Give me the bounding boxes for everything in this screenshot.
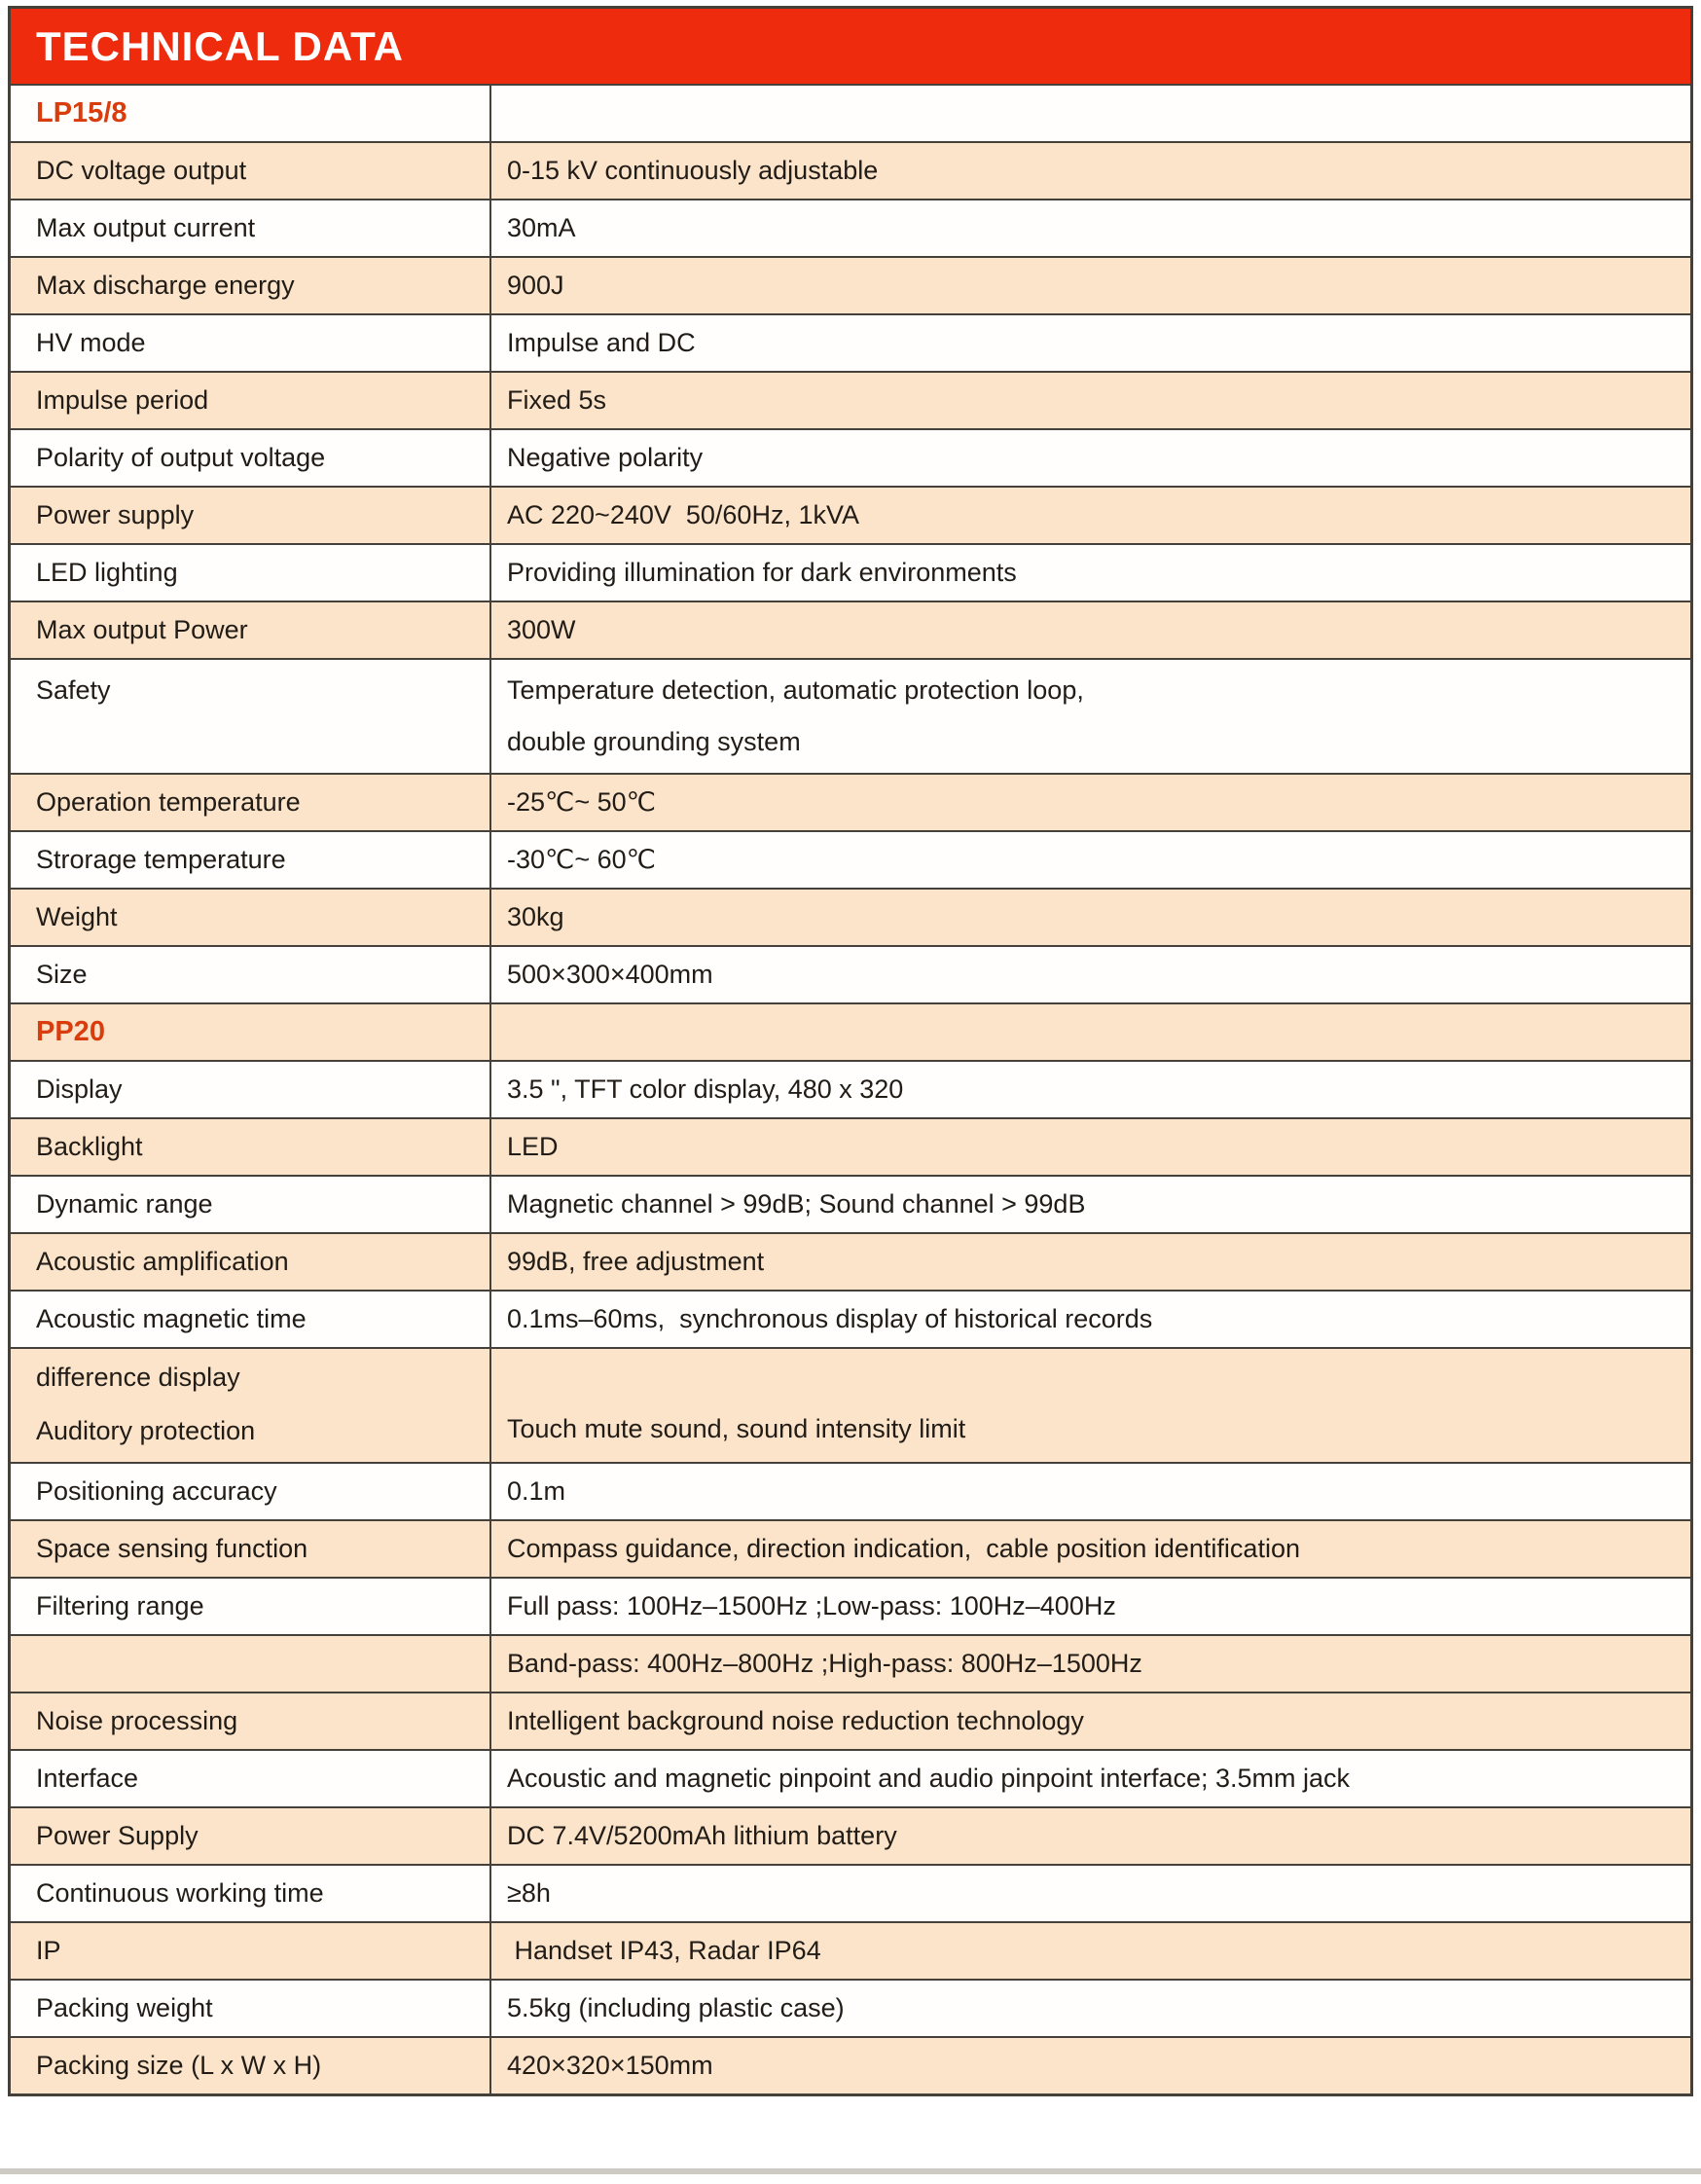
spec-label: Display: [36, 1074, 123, 1104]
spec-label: Strorage temperature: [36, 844, 286, 874]
table-row: [11, 945, 1690, 1002]
spec-value: Compass guidance, direction indication, cable position identification: [507, 1533, 1300, 1563]
table-row: [11, 1806, 1690, 1864]
spec-label: Continuous working time: [36, 1877, 324, 1908]
spec-label-cell: [11, 1521, 491, 1577]
spec-label: Noise processing: [36, 1705, 238, 1735]
table-row: [11, 1634, 1690, 1692]
spec-label: Interface: [36, 1763, 139, 1793]
spec-label: Safety: [36, 675, 111, 705]
spec-value-cell: [491, 832, 1690, 888]
table-row: [11, 1519, 1690, 1577]
spec-label: Polarity of output voltage: [36, 442, 326, 472]
spec-value: Handset IP43, Radar IP64: [507, 1935, 821, 1965]
spec-label-cell: [11, 200, 491, 256]
table-row: [11, 486, 1690, 543]
spec-label-cell: [11, 1579, 491, 1634]
spec-value-cell: [491, 890, 1690, 945]
spec-value-cell: [491, 1866, 1690, 1921]
spec-value: -25℃~ 50℃: [507, 786, 656, 817]
table-row: [11, 1692, 1690, 1749]
spec-label-cell: [11, 488, 491, 543]
spec-value-cell: [491, 1636, 1690, 1692]
spec-label-cell: [11, 258, 491, 313]
spec-value-cell: [491, 775, 1690, 830]
spec-label-cell: [11, 373, 491, 428]
spec-label: Max output current: [36, 212, 256, 242]
table-row: [11, 199, 1690, 256]
spec-value-cell: [491, 1521, 1690, 1577]
spec-value: Providing illumination for dark environments: [507, 557, 1017, 587]
spec-value: ≥8h: [507, 1877, 551, 1908]
spec-label-cell: [11, 1693, 491, 1749]
spec-value-cell: [491, 1751, 1690, 1806]
spec-value: 300W: [507, 614, 576, 644]
spec-value: AC 220~240V 50/60Hz, 1kVA: [507, 499, 859, 529]
spec-label-cell: [11, 1866, 491, 1921]
spec-label-cell: [11, 1177, 491, 1232]
spec-label: Impulse period: [36, 384, 209, 415]
spec-value: -30℃~ 60℃: [507, 844, 656, 874]
spec-value-cell: [491, 86, 1690, 141]
spec-value-cell: [491, 1234, 1690, 1290]
spec-label-cell: [11, 1751, 491, 1806]
spec-value: Touch mute sound, sound intensity limit: [507, 1413, 966, 1443]
spec-value: Acoustic and magnetic pinpoint and audio pinpoint interface; 3.5mm jack: [507, 1763, 1351, 1793]
section-title: PP20: [36, 1015, 105, 1047]
spec-value-cell: [491, 1579, 1690, 1634]
spec-value-cell: [491, 1808, 1690, 1864]
spec-value-cell: [491, 602, 1690, 658]
spec-value: DC 7.4V/5200mAh lithium battery: [507, 1820, 897, 1850]
spec-label: LED lighting: [36, 557, 178, 587]
table-row: [11, 428, 1690, 486]
spec-value-cell: [491, 258, 1690, 313]
spec-value-cell: [491, 545, 1690, 601]
spec-label: Power Supply: [36, 1820, 199, 1850]
page-title: TECHNICAL DATA: [36, 22, 404, 69]
spec-label: Positioning accuracy: [36, 1475, 277, 1506]
section-title: LP15/8: [36, 96, 127, 128]
spec-value: 30kg: [507, 901, 564, 931]
table-row: [11, 2036, 1690, 2093]
spec-value-cell: [491, 1177, 1690, 1232]
spec-value: 3.5 ", TFT color display, 480 x 320: [507, 1074, 904, 1104]
spec-label-cell: [11, 143, 491, 199]
table-row: [11, 1462, 1690, 1519]
spec-label-cell: [11, 1062, 491, 1117]
table-row: [11, 1060, 1690, 1117]
spec-label-cell: [11, 775, 491, 830]
section-row: [11, 1002, 1690, 1060]
spec-label: Auditory protection: [36, 1416, 256, 1446]
spec-label: Operation temperature: [36, 786, 301, 817]
spec-label: Max discharge energy: [36, 270, 295, 300]
spec-label-cell: [11, 1292, 491, 1347]
spec-label-cell: [11, 1004, 491, 1060]
spec-value-cell: [491, 1693, 1690, 1749]
spec-value-cell: [491, 315, 1690, 371]
table-row: [11, 830, 1690, 888]
table-row: [11, 1347, 1690, 1462]
spec-label: Filtering range: [36, 1590, 204, 1620]
spec-value-cell: [491, 1981, 1690, 2036]
table-row: [11, 1117, 1690, 1175]
spec-label-cell: [11, 947, 491, 1002]
technical-data-table: [8, 6, 1693, 2096]
spec-label-cell: [11, 1923, 491, 1979]
spec-label-cell: [11, 1119, 491, 1175]
spec-value: 30mA: [507, 212, 576, 242]
table-row: [11, 601, 1690, 658]
spec-value-cell: [491, 1923, 1690, 1979]
spec-label-cell: [11, 1464, 491, 1519]
spec-label-cell: [11, 545, 491, 601]
section-row: [11, 84, 1690, 141]
spec-label-cell: [11, 1981, 491, 2036]
spec-value: Band-pass: 400Hz–800Hz ;High-pass: 800Hz–1500Hz: [507, 1648, 1142, 1678]
spec-value: Magnetic channel > 99dB; Sound channel > 99dB: [507, 1188, 1086, 1219]
spec-label-cell: [11, 602, 491, 658]
spec-label-cell: [11, 660, 491, 773]
spec-value: 0.1ms–60ms, synchronous display of historical records: [507, 1303, 1153, 1333]
spec-label: Dynamic range: [36, 1188, 213, 1219]
table-body: [11, 84, 1690, 2093]
spec-value: Full pass: 100Hz–1500Hz ;Low-pass: 100Hz–400Hz: [507, 1590, 1116, 1620]
spec-value: Negative polarity: [507, 442, 704, 472]
spec-label-cell: [11, 1636, 491, 1692]
spec-label: IP: [36, 1935, 61, 1965]
table-row: [11, 1921, 1690, 1979]
spec-value-cell: [491, 660, 1690, 773]
spec-value-cell: [491, 1119, 1690, 1175]
spec-value-cell: [491, 1464, 1690, 1519]
spec-value: 420×320×150mm: [507, 2050, 713, 2080]
spec-label: Power supply: [36, 499, 195, 529]
spec-value-cell: [491, 1349, 1690, 1462]
spec-value-cell: [491, 488, 1690, 543]
spec-value: 5.5kg (including plastic case): [507, 1992, 845, 2022]
table-row: [11, 1749, 1690, 1806]
spec-label: HV mode: [36, 327, 146, 357]
spec-label: Max output Power: [36, 614, 248, 644]
spec-value: LED: [507, 1131, 559, 1161]
spec-value: double grounding system: [507, 727, 801, 757]
table-row: [11, 141, 1690, 199]
spec-value-cell: [491, 143, 1690, 199]
spec-label-cell: [11, 430, 491, 486]
spec-label: Weight: [36, 901, 118, 931]
spec-value: 900J: [507, 270, 564, 300]
table-row: [11, 1175, 1690, 1232]
table-row: [11, 543, 1690, 601]
table-row: [11, 658, 1690, 773]
spec-label-cell: [11, 2038, 491, 2093]
spec-label: Size: [36, 959, 88, 989]
table-header: [11, 9, 1690, 84]
table-row: [11, 773, 1690, 830]
table-row: [11, 1577, 1690, 1634]
footer-divider: [0, 2168, 1701, 2174]
table-row: [11, 313, 1690, 371]
spec-value-cell: [491, 373, 1690, 428]
spec-label: Packing size (L x W x H): [36, 2050, 322, 2080]
spec-label-cell: [11, 832, 491, 888]
spec-value: Temperature detection, automatic protection loop,: [507, 675, 1084, 705]
spec-value-cell: [491, 947, 1690, 1002]
spec-value: 500×300×400mm: [507, 959, 713, 989]
spec-value-cell: [491, 200, 1690, 256]
spec-label-cell: [11, 1808, 491, 1864]
spec-label: Acoustic magnetic time: [36, 1303, 307, 1333]
spec-label-cell: [11, 1234, 491, 1290]
table-row: [11, 1232, 1690, 1290]
spec-label: Space sensing function: [36, 1533, 308, 1563]
table-row: [11, 371, 1690, 428]
spec-value-cell: [491, 2038, 1690, 2093]
spec-value-cell: [491, 1292, 1690, 1347]
spec-label-cell: [11, 890, 491, 945]
spec-label-cell: [11, 1349, 491, 1462]
table-row: [11, 1864, 1690, 1921]
spec-label: Acoustic amplification: [36, 1246, 289, 1276]
spec-value: Intelligent background noise reduction technology: [507, 1705, 1084, 1735]
spec-value-cell: [491, 1062, 1690, 1117]
spec-label-cell: [11, 315, 491, 371]
spec-value: 99dB, free adjustment: [507, 1246, 765, 1276]
spec-label: difference display: [36, 1363, 240, 1392]
spec-label: DC voltage output: [36, 155, 247, 185]
table-row: [11, 256, 1690, 313]
spec-value: 0.1m: [507, 1475, 566, 1506]
table-row: [11, 1979, 1690, 2036]
spec-label: Packing weight: [36, 1992, 213, 2022]
spec-value: Fixed 5s: [507, 384, 607, 415]
table-row: [11, 1290, 1690, 1347]
spec-label-cell: [11, 86, 491, 141]
spec-value-cell: [491, 430, 1690, 486]
spec-value: Impulse and DC: [507, 327, 696, 357]
spec-value-cell: [491, 1004, 1690, 1060]
spec-label: Backlight: [36, 1131, 143, 1161]
table-row: [11, 888, 1690, 945]
spec-value: 0-15 kV continuously adjustable: [507, 155, 879, 185]
